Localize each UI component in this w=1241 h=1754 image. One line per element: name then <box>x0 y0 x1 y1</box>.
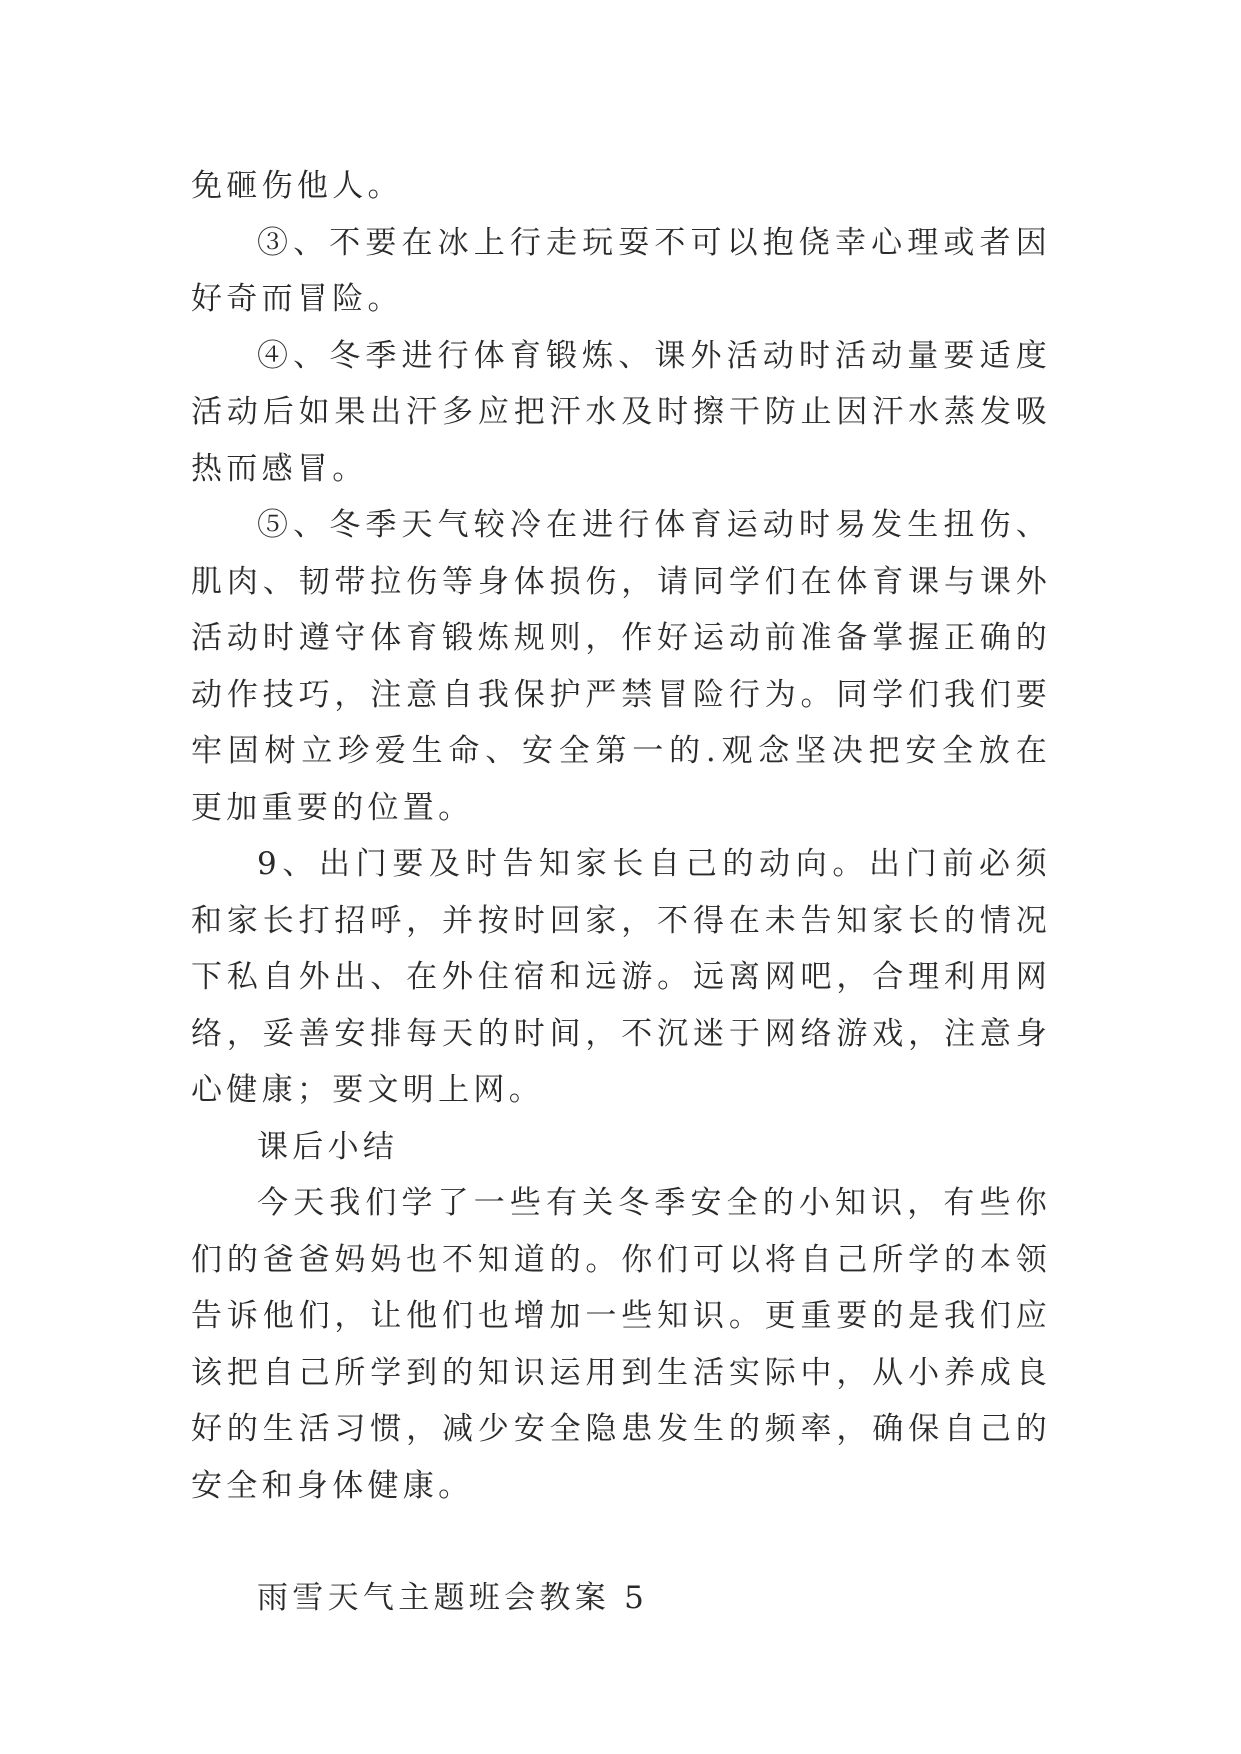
document-page <box>191 158 1051 1627</box>
section-spacer <box>191 1514 1051 1570</box>
paragraph-item-9: 9、出门要及时告知家长自己的动向。出门前必须和家长打招呼，并按时回家，不得在未告知家长的情况下私自外出、在外住宿和远游。远离网吧，合理利用网络，妥善安排每天的时间，不沉迷于网络游戏，注意身心健康；要文明上网。 <box>191 846 1051 1108</box>
paragraph-item-5: ⑤、冬季天气较冷在进行体育运动时易发生扭伤、肌肉、韧带拉伤等身体损伤，请同学们在体育课与课外活动时遵守体育锻炼规则，作好运动前准备掌握正确的动作技巧，注意自我保护严禁冒险行为。同学们我们要牢固树立珍爱生命、安全第一的.观念坚决把安全放在更加重要的位置。 <box>191 507 1051 826</box>
paragraph-item-4: ④、冬季进行体育锻炼、课外活动时活动量要适度活动后如果出汗多应把汗水及时擦干防止因汗水蒸发吸热而感冒。 <box>191 337 1051 487</box>
paragraph-item-3: ③、不要在冰上行走玩耍不可以抱侥幸心理或者因好奇而冒险。 <box>191 224 1051 317</box>
summary-paragraph: 今天我们学了一些有关冬季安全的小知识，有些你们的爸爸妈妈也不知道的。你们可以将自己所学的本领告诉他们，让他们也增加一些知识。更重要的是我们应该把自己所学到的知识运用到生活实际中，从小养成良好的生活习惯，减少安全隐患发生的频率，确保自己的安全和身体健康。 <box>191 1185 1051 1504</box>
section-heading: 雨雪天气主题班会教案 5 <box>257 1580 649 1616</box>
summary-heading: 课后小结 <box>257 1128 399 1165</box>
paragraph-continuation: 免砸伤他人。 <box>191 168 403 204</box>
